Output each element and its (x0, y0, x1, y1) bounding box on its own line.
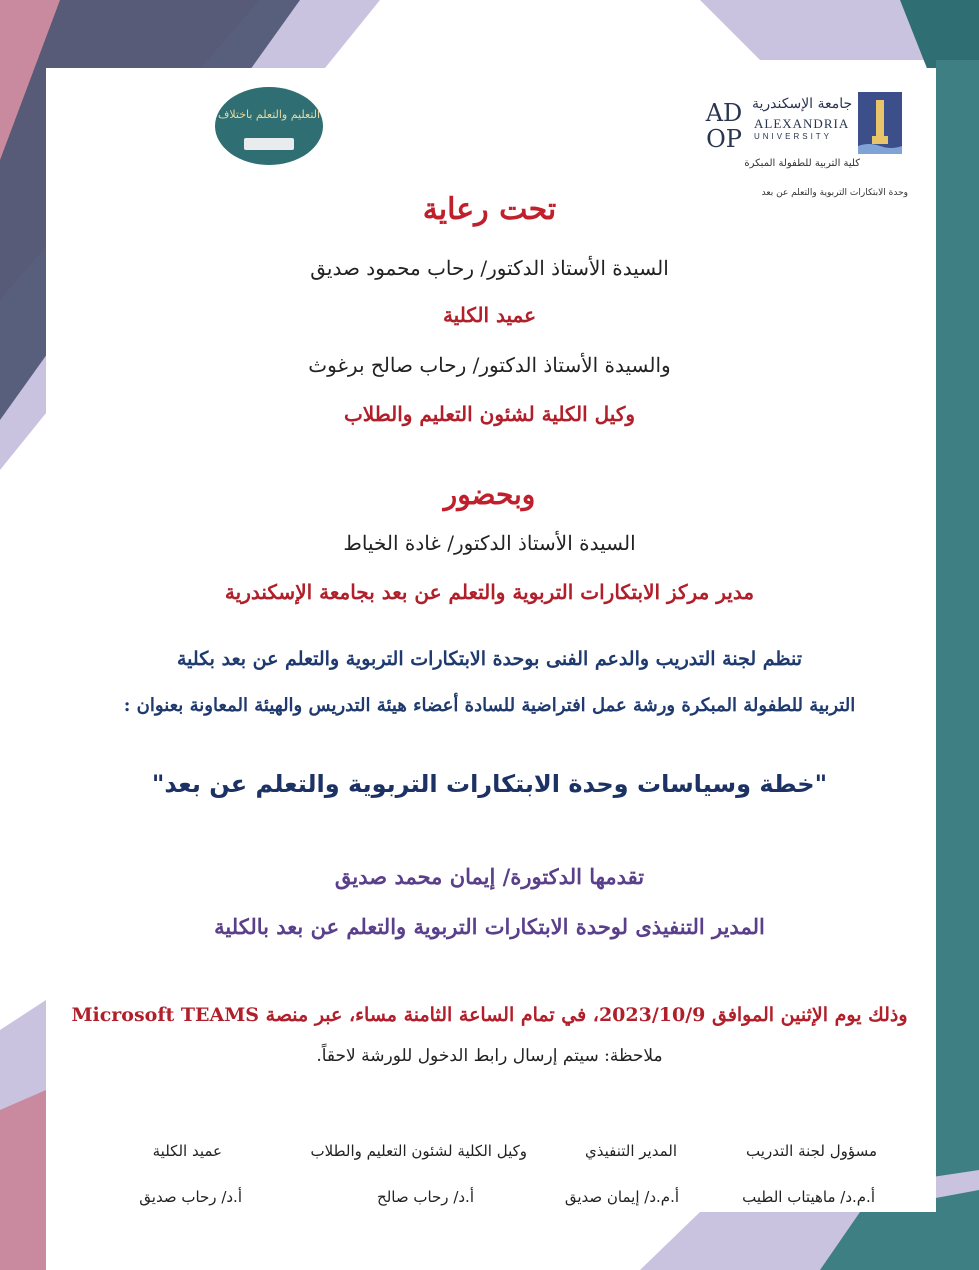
signature-role-training: مسؤول لجنة التدريب (746, 1142, 877, 1160)
circle-logo-text: التعليم والتعلم باختلاف (217, 108, 321, 121)
signature-name-vice-dean: أ.د/ رحاب صالح (377, 1188, 474, 1206)
faculty-name: كلية التربية للطفولة المبكرة (744, 158, 860, 169)
signature-name-training: أ.م.د/ ماهيتاب الطيب (742, 1188, 875, 1206)
university-logo-block (700, 92, 910, 202)
patronage-heading: تحت رعاية (422, 192, 557, 227)
presenter-name: تقدمها الدكتورة/ إيمان محمد صديق (334, 864, 645, 889)
presenter-title: المدير التنفيذى لوحدة الابتكارات التربوية والتعلم عن بعد بالكلية (214, 914, 765, 939)
attendance-heading: وبحضور (443, 478, 536, 511)
vice-dean-name: والسيدة الأستاذ الدكتور/ رحاب صالح برغوث (308, 353, 671, 377)
unit-name: وحدة الابتكارات التربوية والتعلم عن بعد (761, 188, 908, 198)
university-name-en-sub: UNIVERSITY (754, 132, 833, 141)
signature-role-dean: عميد الكلية (152, 1142, 222, 1160)
monogram-bottom: OP (706, 125, 742, 153)
dean-name: السيدة الأستاذ الدكتور/ رحاب محمود صديق (310, 256, 669, 280)
schedule-text: وذلك يوم الإثنين الموافق 2023/10/9، في تمام الساعة الثامنة مساء، عبر منصة Microsoft TEAMS (71, 1004, 908, 1026)
signature-role-vice-dean: وكيل الكلية لشئون التعليم والطلاب (310, 1142, 527, 1160)
attendee-title: مدير مركز الابتكارات التربوية والتعلم عن بعد بجامعة الإسكندرية (224, 580, 755, 604)
university-name-ar: جامعة الإسكندرية (752, 96, 853, 112)
lighthouse-icon (858, 92, 902, 154)
teaching-learning-logo (214, 86, 324, 166)
vice-dean-title: وكيل الكلية لشئون التعليم والطلاب (343, 402, 636, 426)
attendee-name: السيدة الأستاذ الدكتور/ غادة الخياط (343, 531, 636, 555)
signature-name-dean: أ.د/ رحاب صديق (139, 1188, 242, 1206)
monogram (700, 100, 748, 152)
workshop-title: "خطة وسياسات وحدة الابتكارات التربوية والتعلم عن بعد" (151, 770, 828, 798)
note-text: ملاحظة: سيتم إرسال رابط الدخول للورشة لاحقاً. (316, 1046, 663, 1066)
dean-title: عميد الكلية (442, 303, 537, 327)
signature-name-executive: أ.م.د/ إيمان صديق (564, 1188, 679, 1206)
university-name-en: ALEXANDRIA (754, 116, 850, 131)
intro-line-2: التربية للطفولة المبكرة ورشة عمل افتراضية للسادة أعضاء هيئة التدريس والهيئة المعاونة بعنوان : (123, 695, 856, 716)
signature-role-executive: المدير التنفيذي (584, 1142, 677, 1160)
content-frame (46, 68, 936, 1212)
intro-line-1: تنظم لجنة التدريب والدعم الفنى بوحدة الابتكارات التربوية والتعلم عن بعد بكلية (176, 648, 803, 670)
monogram-top: AD (705, 99, 743, 127)
